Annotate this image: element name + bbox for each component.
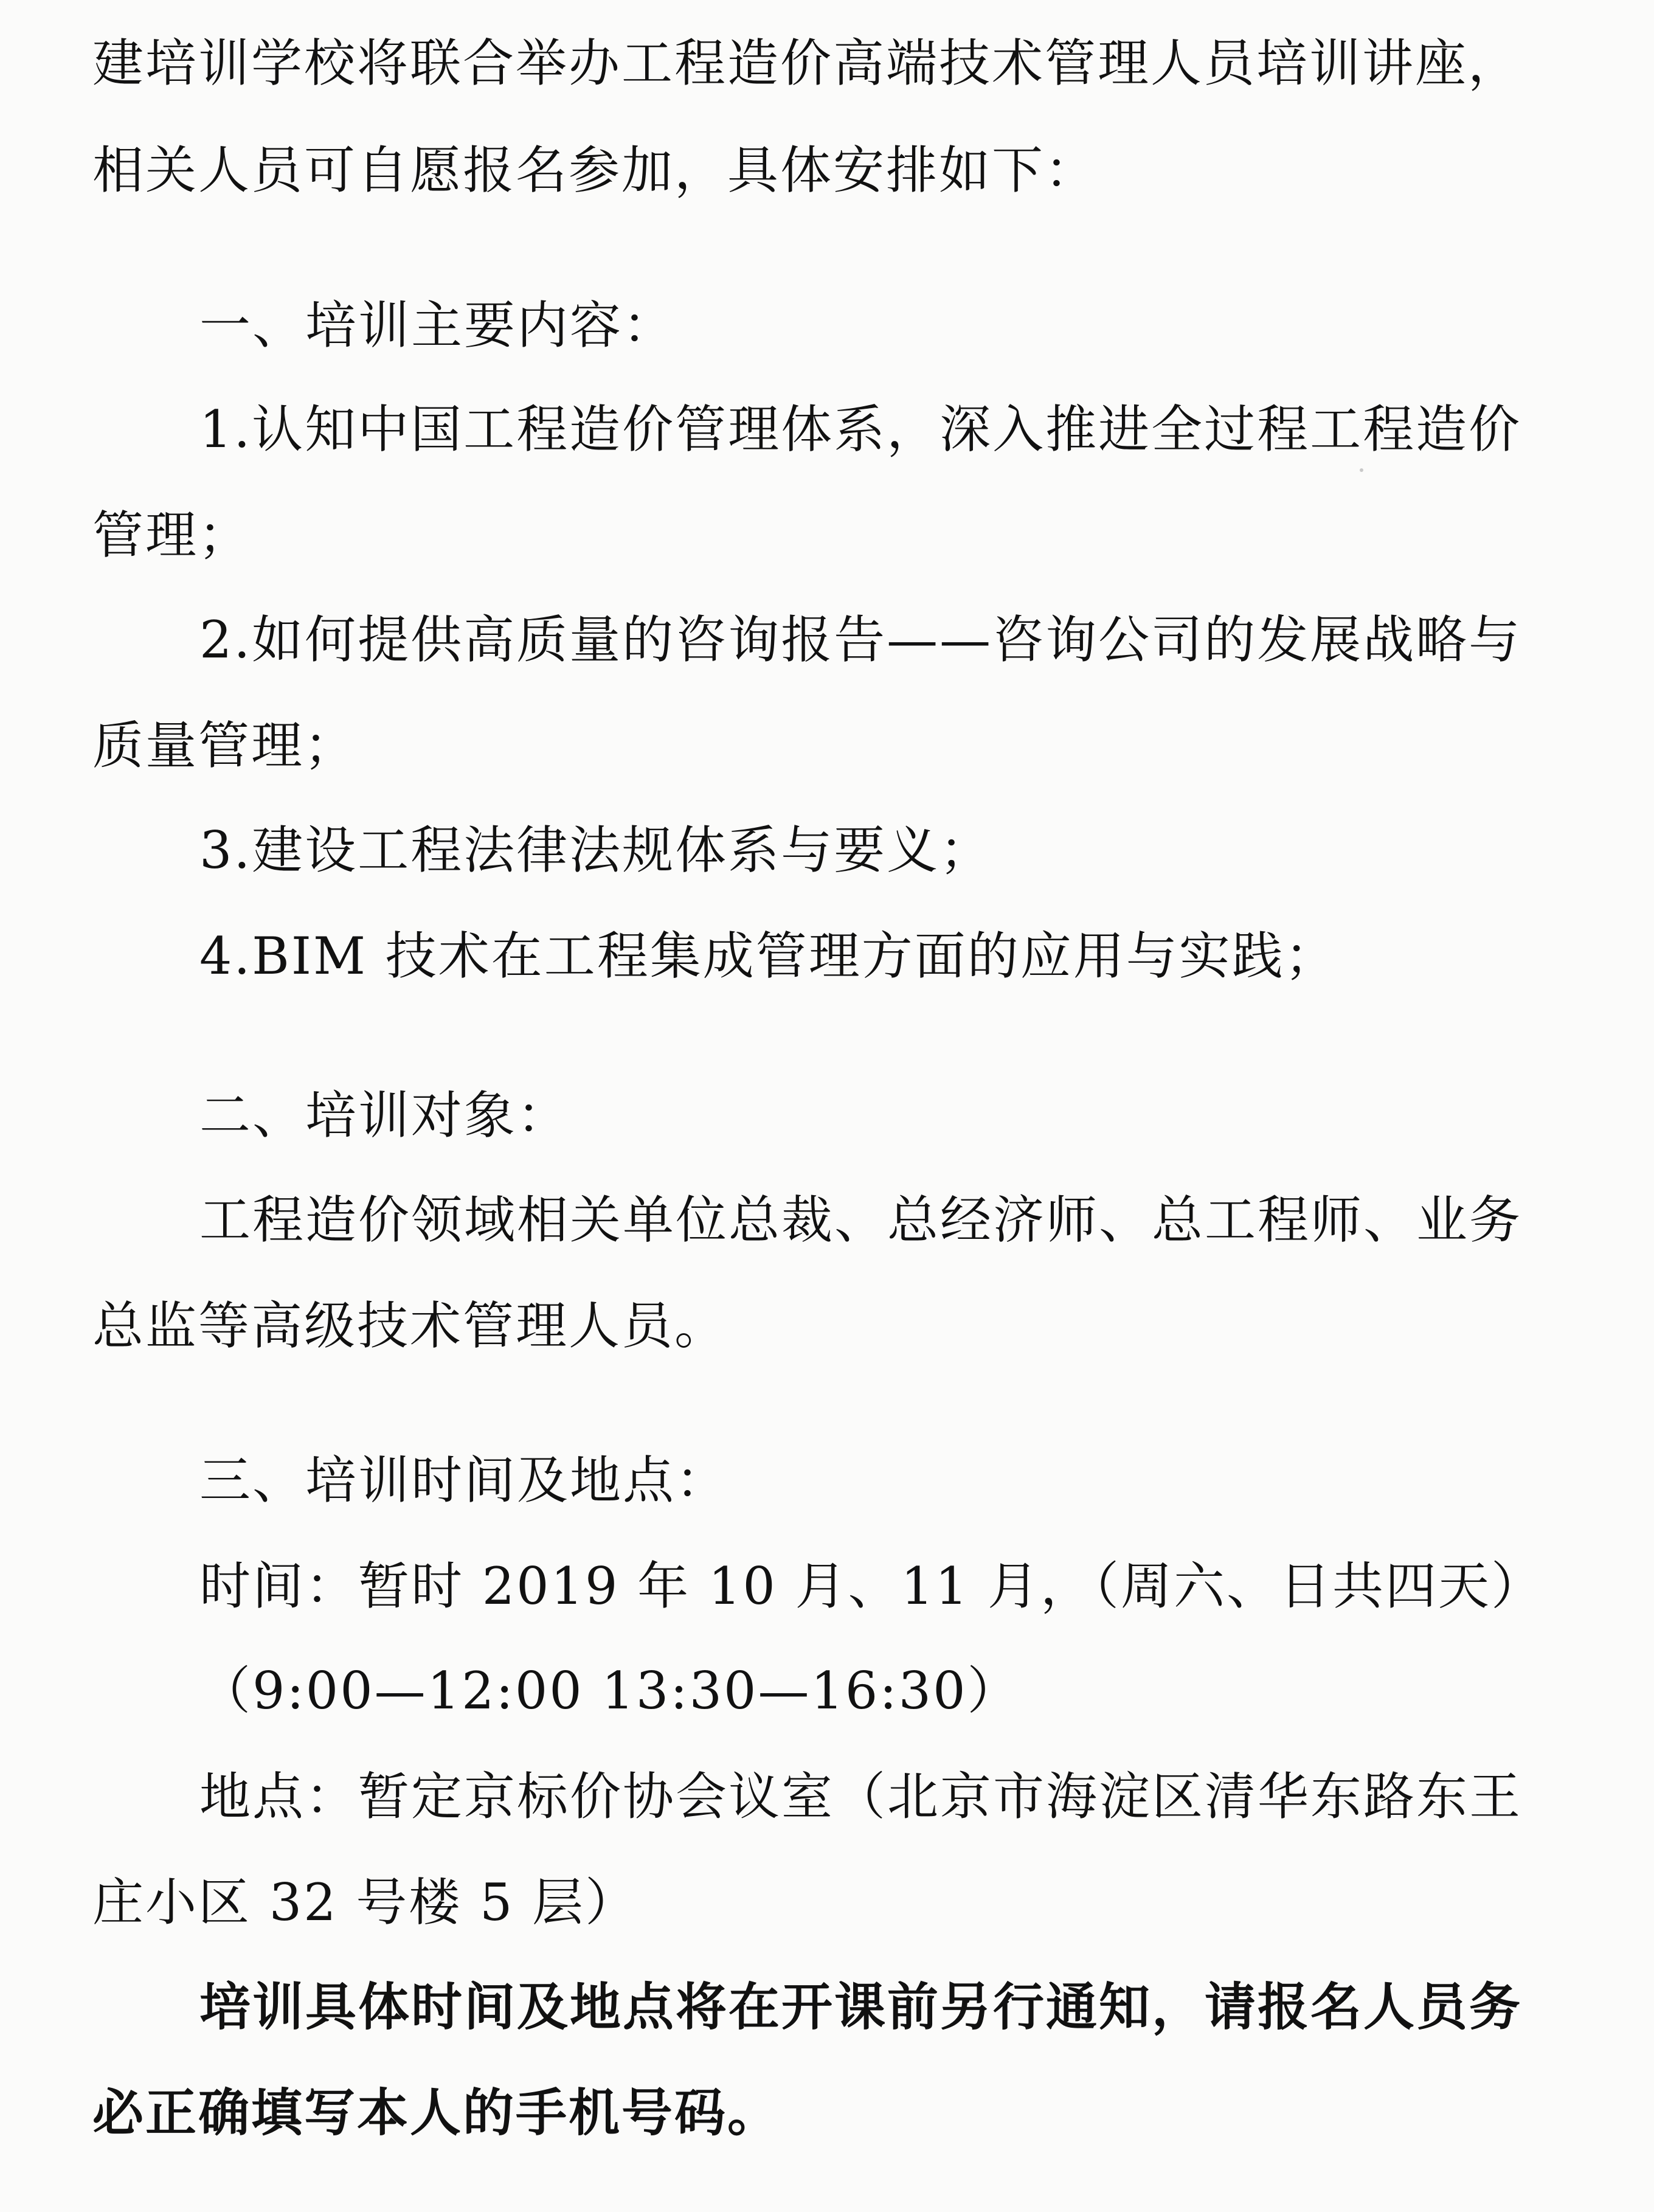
section-1-heading: 一、培训主要内容： <box>199 296 676 355</box>
intro-line-2: 相关人员可自愿报名参加，具体安排如下： <box>92 140 1098 200</box>
content-item-2-cont: 质量管理； <box>92 716 358 775</box>
content-item-1-cont: 管理； <box>92 505 252 565</box>
notice-line-1: 培训具体时间及地点将在开课前另行通知，请报名人员务 <box>199 1977 1523 2037</box>
audience-line-2: 总监等高级技术管理人员。 <box>92 1296 728 1356</box>
time-line: 时间：暂时 2019 年 10 月、11 月，（周六、日共四天） <box>199 1556 1545 1616</box>
content-item-4: 4.BIM 技术在工程集成管理方面的应用与实践； <box>199 926 1338 986</box>
hours-line: （9:00—12:00 13:30—16:30） <box>199 1661 1020 1721</box>
scan-speck <box>1360 468 1363 472</box>
content-item-1: 1.认知中国工程造价管理体系，深入推进全过程工程造价 <box>199 400 1522 459</box>
notice-line-2: 必正确填写本人的手机号码。 <box>92 2083 781 2143</box>
content-item-2: 2.如何提供高质量的咨询报告——咨询公司的发展战略与 <box>199 610 1522 670</box>
place-line-2: 庄小区 32 号楼 5 层） <box>92 1873 638 1932</box>
section-3-heading: 三、培训时间及地点： <box>199 1451 729 1510</box>
section-2-heading: 二、培训对象： <box>199 1086 570 1145</box>
intro-line-1: 建培训学校将联合举办工程造价高端技术管理人员培训讲座， <box>92 33 1521 93</box>
audience-line-1: 工程造价领域相关单位总裁、总经济师、总工程师、业务 <box>199 1190 1523 1250</box>
content-item-3: 3.建设工程法律法规体系与要义； <box>199 820 993 880</box>
place-line-1: 地点：暂定京标价协会议室（北京市海淀区清华东路东王 <box>199 1767 1523 1826</box>
